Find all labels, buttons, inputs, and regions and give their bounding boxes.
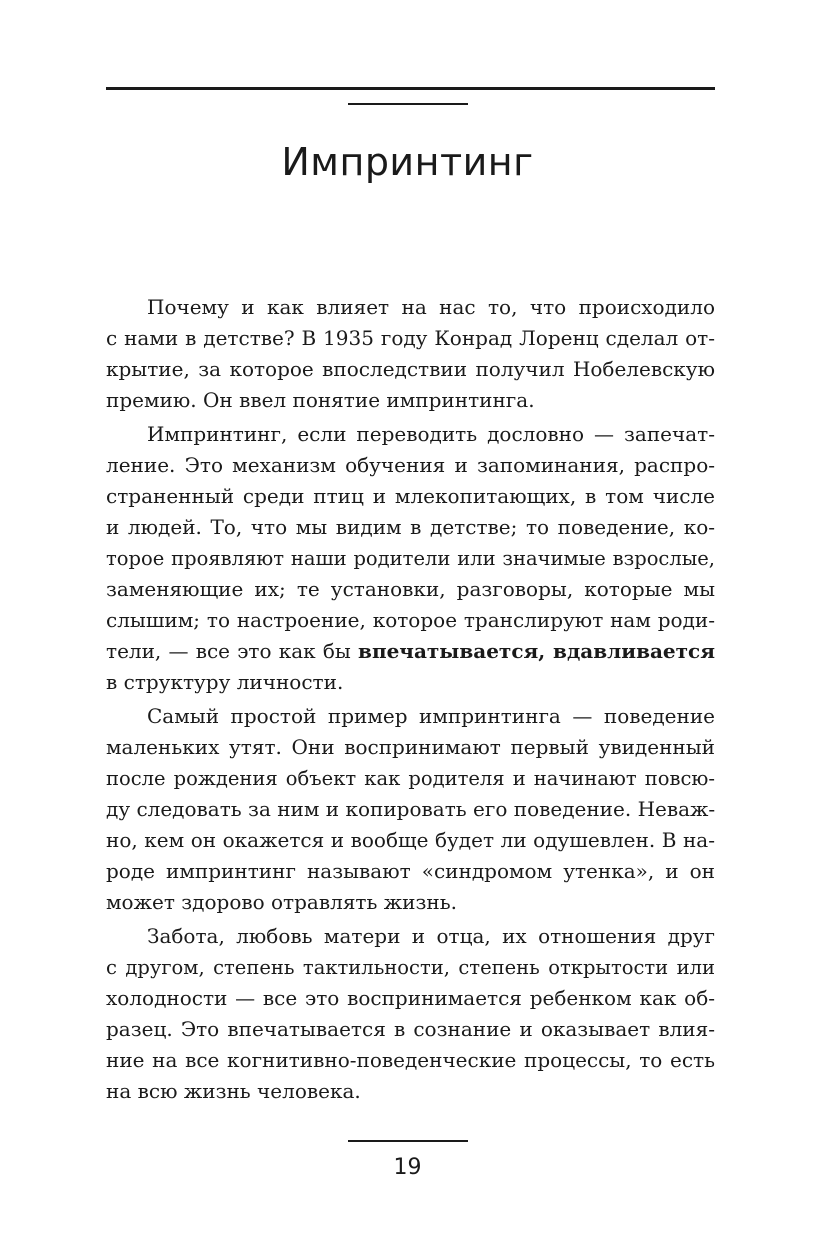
- text-run: тели, — все это как бы: [106, 639, 359, 663]
- text-line: и людей. То, что мы видим в детстве; то поведение, ко-: [106, 515, 715, 539]
- text-line-emphasis: [106, 636, 715, 667]
- text-line: Импринтинг, если переводить дословно — запечат-: [147, 422, 715, 446]
- text-line: в структуру личности.: [106, 670, 344, 694]
- paragraph-3: [106, 701, 715, 918]
- text-line: крытие, за которое впоследствии получил Нобелевскую: [106, 357, 715, 381]
- text-line: торое проявляют наши родители или значимые взрослые,: [106, 547, 715, 570]
- text-line: может здорово отравлять жизнь.: [106, 890, 457, 914]
- title-ornament-rule: [348, 103, 468, 105]
- text-line: слышим; то настроение, которое транслируют нам роди-: [106, 608, 715, 632]
- page-number: 19: [393, 1155, 422, 1180]
- text-line: на всю жизнь человека.: [106, 1079, 361, 1103]
- text-line: Забота, любовь матери и отца, их отношения друг: [147, 924, 715, 948]
- text-line: премию. Он ввел понятие импринтинга.: [106, 388, 535, 412]
- paragraph-2: [106, 419, 715, 698]
- footer-ornament-rule: [348, 1140, 468, 1142]
- text-line: с нами в детстве? В 1935 году Конрад Лоренц сделал от-: [106, 326, 715, 350]
- text-line: но, кем он окажется и вообще будет ли одушевлен. В на-: [106, 828, 715, 852]
- text-line: ление. Это механизм обучения и запоминания, распро-: [106, 453, 715, 477]
- paragraph-4: [106, 921, 715, 1107]
- paragraph-1: [106, 292, 715, 416]
- bold-emphasis: впечатывается, вдавливается: [358, 639, 715, 663]
- text-line: Самый простой пример импринтинга — поведение: [147, 704, 715, 728]
- text-line: Почему и как влияет на нас то, что происходило: [147, 295, 715, 319]
- text-line: холодности — все это воспринимается ребенком как об-: [106, 986, 715, 1010]
- chapter-body: [106, 292, 715, 1110]
- text-line: ду следовать за ним и копировать его поведение. Неваж-: [106, 797, 715, 821]
- top-rule: [106, 87, 715, 90]
- text-line: после рождения объект как родителя и начинают повсю-: [106, 767, 715, 790]
- text-line: разец. Это впечатывается в сознание и оказывает влия-: [106, 1017, 715, 1041]
- text-line: роде импринтинг называют «синдромом утенка», и он: [106, 859, 715, 883]
- text-line: заменяющие их; те установки, разговоры, которые мы: [106, 577, 715, 601]
- text-line: с другом, степень тактильности, степень открытости или: [106, 956, 715, 979]
- text-line: страненный среди птиц и млекопитающих, в том числе: [106, 484, 715, 508]
- chapter-title: Импринтинг: [281, 140, 534, 184]
- text-line: ние на все когнитивно-поведенческие процессы, то есть: [106, 1048, 715, 1072]
- text-line: маленьких утят. Они воспринимают первый увиденный: [106, 735, 715, 759]
